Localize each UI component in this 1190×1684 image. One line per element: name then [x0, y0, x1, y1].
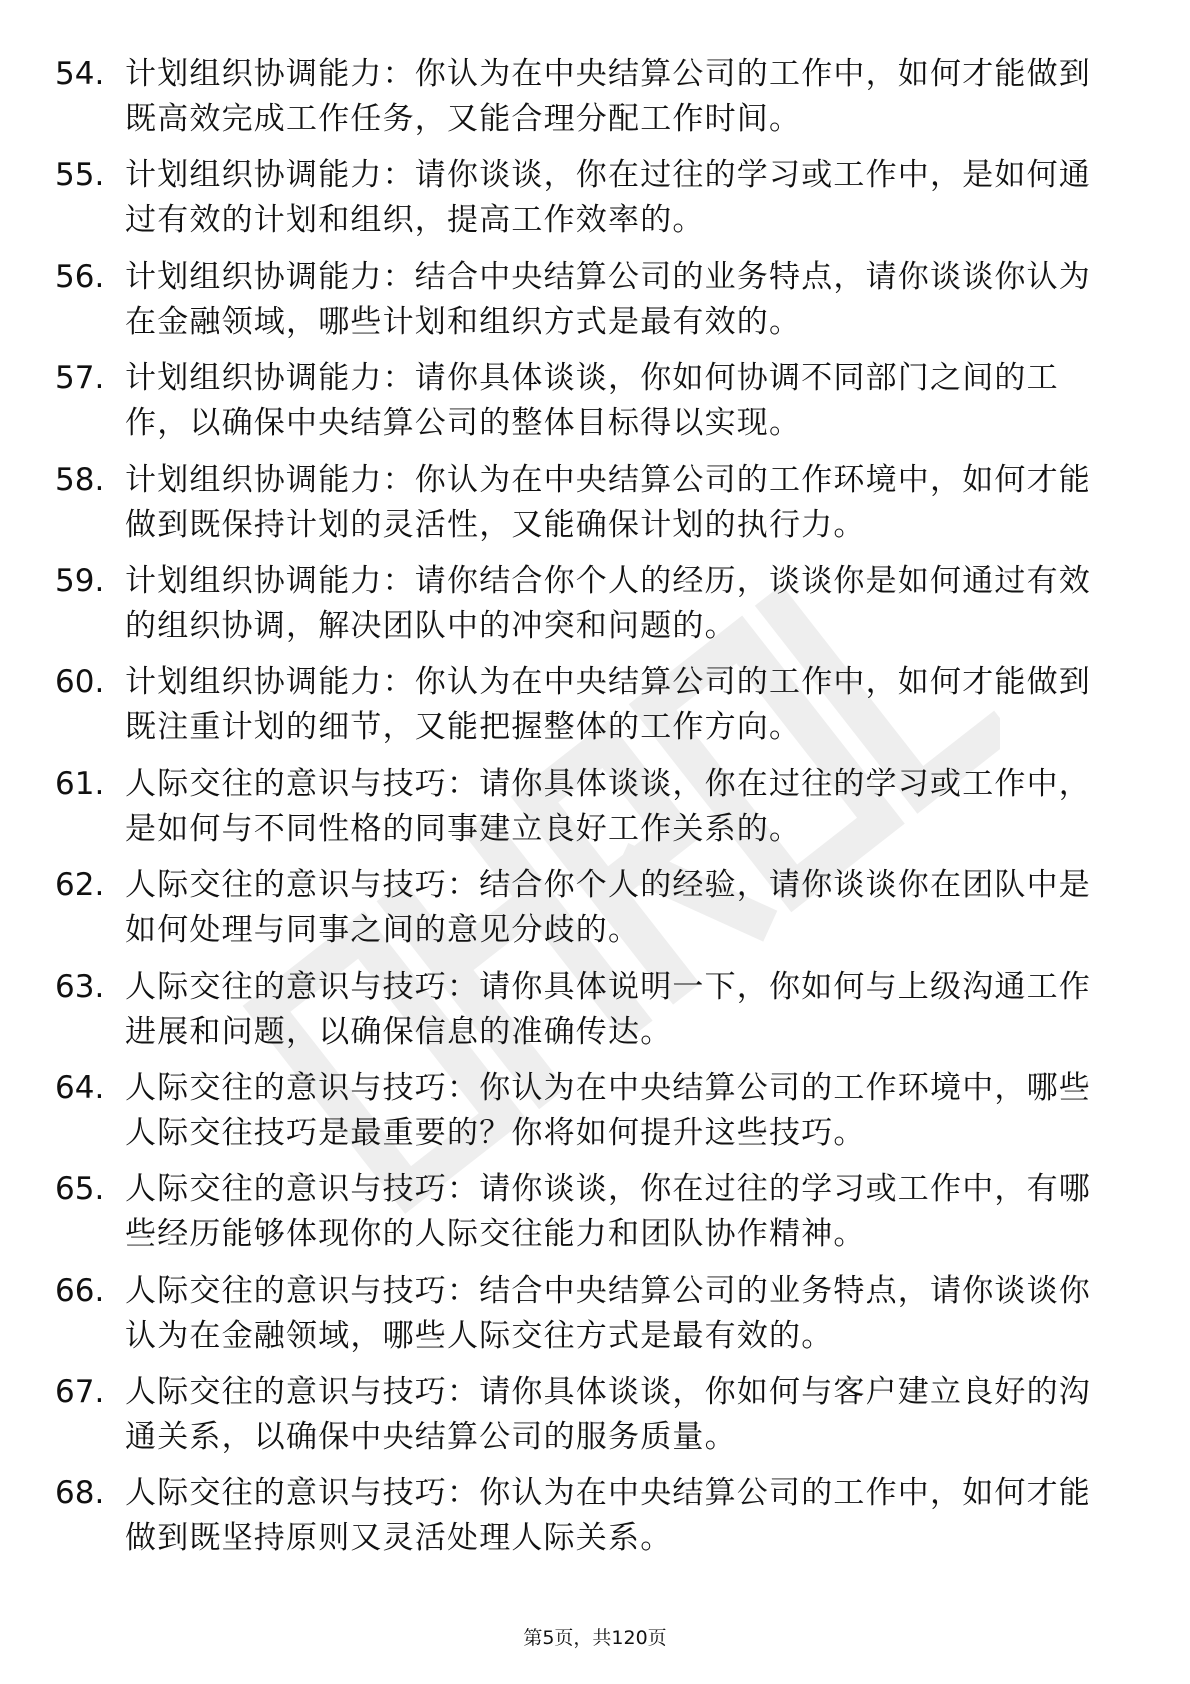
question-text: 计划组织协调能力：请你具体谈谈，你如何协调不同部门之间的工作，以确保中央结算公司的整体目标得以实现。 — [125, 360, 1059, 442]
question-item — [55, 1167, 1115, 1268]
question-text: 计划组织协调能力：结合中央结算公司的业务特点，请你谈谈你认为在金融领域，哪些计划和组织方式是最有效的。 — [125, 258, 1091, 340]
question-text: 人际交往的意识与技巧：你认为在中央结算公司的工作环境中，哪些人际交往技巧是最重要的？你将如何提升这些技巧。 — [125, 1069, 1091, 1151]
question-item — [55, 255, 1115, 356]
question-item — [55, 52, 1115, 153]
question-item — [55, 153, 1115, 254]
question-text: 计划组织协调能力：请你谈谈，你在过往的学习或工作中，是如何通过有效的计划和组织，提高工作效率的。 — [125, 157, 1091, 239]
question-number: 66. — [55, 1272, 105, 1309]
question-number: 58. — [55, 461, 105, 498]
question-text: 人际交往的意识与技巧：结合中央结算公司的业务特点，请你谈谈你认为在金融领域，哪些人际交往方式是最有效的。 — [125, 1272, 1091, 1354]
question-number: 67. — [55, 1374, 105, 1411]
question-text: 计划组织协调能力：你认为在中央结算公司的工作环境中，如何才能做到既保持计划的灵活性，又能确保计划的执行力。 — [125, 461, 1091, 543]
question-item — [55, 559, 1115, 660]
question-number: 63. — [55, 968, 105, 1005]
question-item — [55, 965, 1115, 1066]
question-item — [55, 863, 1115, 964]
question-number: 60. — [55, 664, 105, 701]
question-item — [55, 660, 1115, 761]
question-number: 61. — [55, 765, 105, 802]
question-text: 计划组织协调能力：你认为在中央结算公司的工作中，如何才能做到既高效完成工作任务，又能合理分配工作时间。 — [125, 56, 1091, 137]
question-number: 62. — [55, 867, 105, 904]
question-item — [55, 356, 1115, 457]
question-text: 人际交往的意识与技巧：请你具体谈谈，你如何与客户建立良好的沟通关系，以确保中央结算公司的服务质量。 — [125, 1374, 1091, 1456]
question-item — [55, 1269, 1115, 1370]
question-text: 计划组织协调能力：请你结合你个人的经历，谈谈你是如何通过有效的组织协调，解决团队中的冲突和问题的。 — [125, 562, 1091, 644]
question-number: 55. — [55, 157, 105, 194]
page-number-footer: 第5页，共120页 — [523, 1627, 667, 1649]
question-item — [55, 762, 1115, 863]
question-text: 人际交往的意识与技巧：请你谈谈，你在过往的学习或工作中，有哪些经历能够体现你的人际交往能力和团队协作精神。 — [125, 1171, 1091, 1253]
question-number: 57. — [55, 360, 105, 397]
question-list — [55, 52, 1115, 1573]
question-number: 65. — [55, 1171, 105, 1208]
question-number: 68. — [55, 1475, 105, 1512]
question-number: 64. — [55, 1069, 105, 1106]
question-text: 计划组织协调能力：你认为在中央结算公司的工作中，如何才能做到既注重计划的细节，又能把握整体的工作方向。 — [125, 664, 1091, 746]
question-text: 人际交往的意识与技巧：请你具体说明一下，你如何与上级沟通工作进展和问题，以确保信息的准确传达。 — [125, 968, 1091, 1050]
question-text: 人际交往的意识与技巧：你认为在中央结算公司的工作中，如何才能做到既坚持原则又灵活处理人际关系。 — [125, 1475, 1091, 1557]
question-number: 56. — [55, 258, 105, 295]
question-text: 人际交往的意识与技巧：请你具体谈谈，你在过往的学习或工作中，是如何与不同性格的同事建立良好工作关系的。 — [125, 765, 1091, 847]
question-item — [55, 458, 1115, 559]
question-number: 54. — [55, 56, 105, 92]
question-item — [55, 1471, 1115, 1572]
question-number: 59. — [55, 562, 105, 599]
question-item — [55, 1370, 1115, 1471]
question-item — [55, 1066, 1115, 1167]
question-text: 人际交往的意识与技巧：结合你个人的经验，请你谈谈你在团队中是如何处理与同事之间的意见分歧的。 — [125, 867, 1091, 949]
